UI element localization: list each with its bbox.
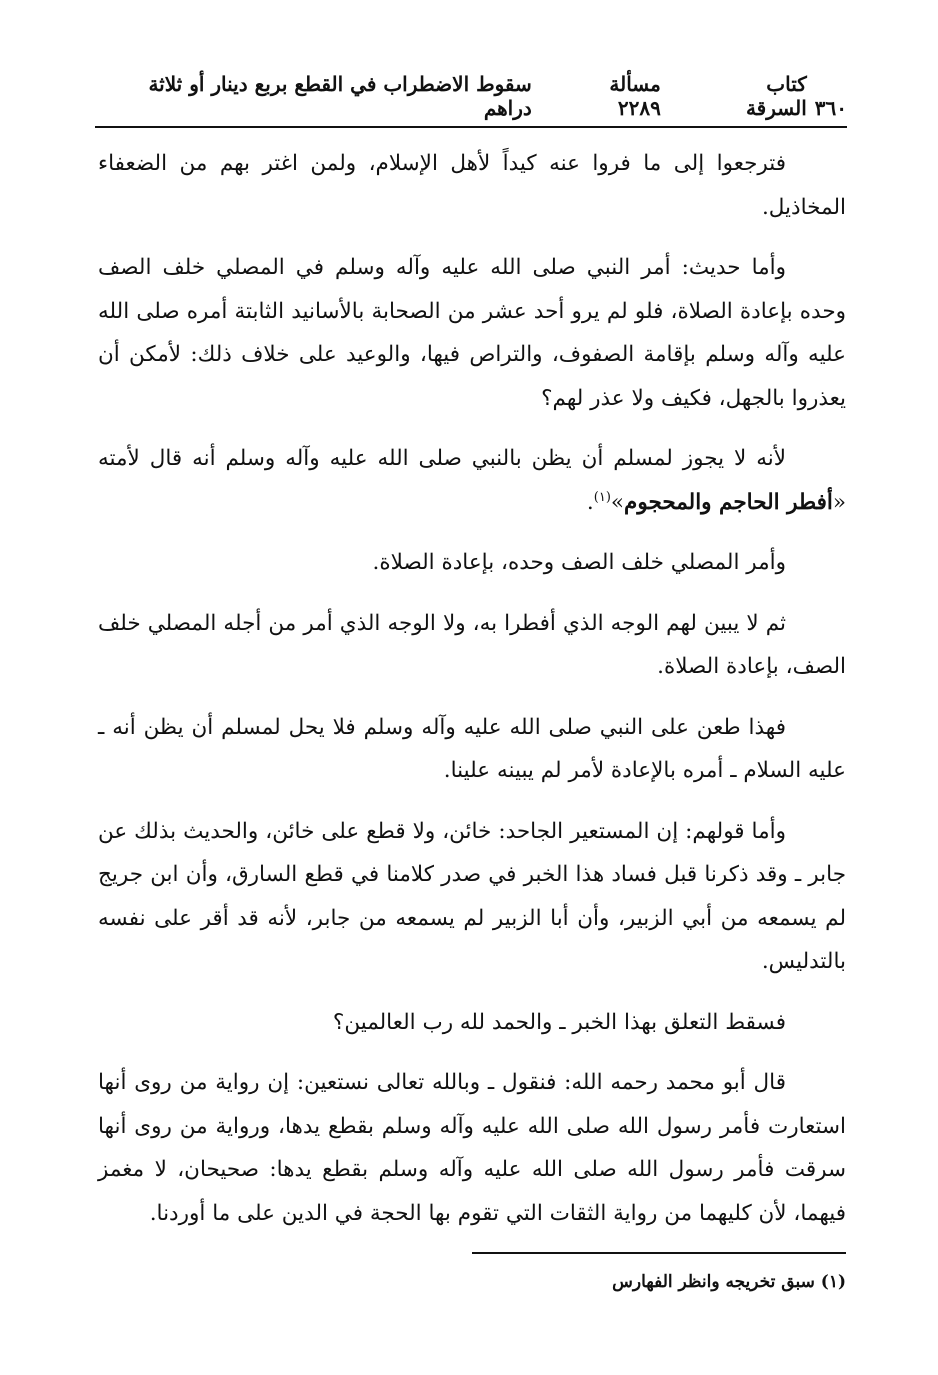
quote-close: » — [610, 489, 625, 515]
paragraph-5: ثم لا يبين لهم الوجه الذي أفطرا به، ولا الوجه الذي أمر من أجله المصلي خلف الصف، بإعادة الصلاة. — [98, 610, 846, 679]
section-title: سقوط الاضطراب في القطع بربع دينار أو ثلاثة دراهم — [148, 72, 532, 120]
main-text — [98, 142, 846, 1252]
paragraph-3 — [98, 437, 846, 524]
paragraph-3-start: لأنه لا يجوز لمسلم أن يظن بالنبي صلى الله عليه وآله وسلم أنه قال لأمته « — [98, 446, 846, 515]
paragraph-1: فترجعوا إلى ما فروا عنه كيداً لأهل الإسلام، ولمن اغتر بهم من الضعفاء المخاذيل. — [98, 151, 846, 220]
paragraph-7: وأما قولهم: إن المستعير الجاحد: خائن، ولا قطع على خائن، والحديث بذلك عن جابر ـ وقد ذكرنا قبل فساد هذا الخبر في صدر كلامنا في قطع السارق، وأن ابن جريج لم يسمعه من أبي الزبير، وأن أبا الزبير لم يسمعه من جابر، لأنه قد أقر على نفسه بالتدليس. — [98, 818, 846, 974]
book-title: كتاب السرقة — [745, 72, 807, 120]
paragraph-4: وأمر المصلي خلف الصف وحده، بإعادة الصلاة. — [372, 550, 786, 575]
page-number: ٣٦٠ — [814, 96, 847, 120]
running-header — [95, 72, 847, 128]
paragraph-9: قال أبو محمد رحمه الله: فنقول ـ وبالله تعالى نستعين: إن رواية من روى أنها استعارت فأمر رسول الله صلى الله عليه وآله وسلم بقطع يدها، ورواية من روى أنها سرقت فأمر رسول الله صلى الله عليه وآله وسلم بقطع يدها: صحيحان، لا مغمز فيهما، لأن كليهما من رواية الثقات التي تقوم بها الحجة في الدين على ما أوردنا. — [98, 1070, 846, 1226]
footnote: (١) سبق تخريجه وانظر الفهارس — [612, 1272, 846, 1292]
paragraph-8: فسقط التعلق بهذا الخبر ـ والحمد لله رب العالمين؟ — [332, 1009, 786, 1035]
footnote-divider — [472, 1252, 846, 1254]
hadith-quote: أفطر الحاجم والمحجوم — [624, 489, 833, 515]
footnote-marker: (١) — [593, 489, 611, 505]
paragraph-3-end: . — [586, 489, 594, 515]
paragraph-2: وأما حديث: أمر النبي صلى الله عليه وآله وسلم في المصلي خلف الصف وحده بإعادة الصلاة، فلو لم يرو أحد عشر من الصحابة بالأسانيد الثابتة أمره صلى الله عليه وآله وسلم بإقامة الصفوف، والتراص فيها، والوعيد على خلاف ذلك: لأمكن أن يعذروا بالجهل، فكيف ولا عذر لهم؟ — [98, 255, 846, 411]
issue-number: مسألة ٢٢٨٩ — [609, 72, 661, 120]
paragraph-6: فهذا طعن على النبي صلى الله عليه وآله وسلم فلا يحل لمسلم أن يظن أنه ـ عليه السلام ـ أمره بالإعادة لأمر لم يبينه علينا. — [98, 714, 846, 783]
